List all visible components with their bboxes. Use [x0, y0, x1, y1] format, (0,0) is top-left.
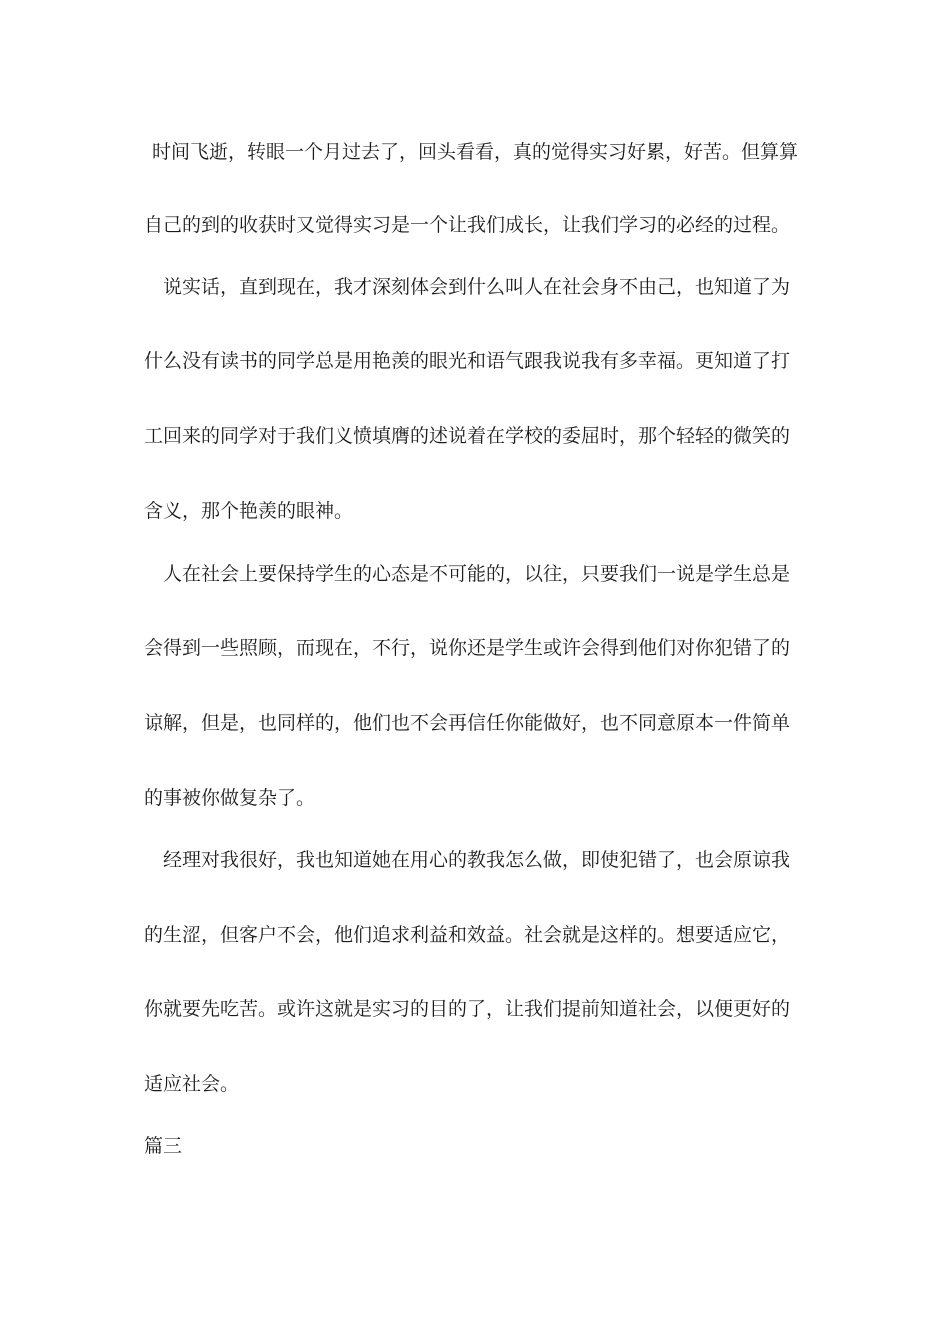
paragraph-4-line-4: 适应社会。	[144, 1073, 240, 1095]
paragraph-3-line-1: 人在社会上要保持学生的心态是不可能的，以往，只要我们一说是学生总是	[163, 563, 791, 585]
paragraph-3-line-3: 谅解，但是，也同样的，他们也不会再信任你能做好，也不同意原本一件简单	[144, 712, 791, 734]
paragraph-2-line-2: 什么没有读书的同学总是用艳羡的眼光和语气跟我说我有多幸福。更知道了打	[144, 350, 791, 372]
paragraph-1-line-2: 自己的到的收获时又觉得实习是一个让我们成长，让我们学习的必经的过程。	[144, 214, 791, 236]
paragraph-2-line-3: 工回来的同学对于我们义愤填膺的述说着在学校的委屈时，那个轻轻的微笑的	[144, 425, 791, 447]
paragraph-3-line-4: 的事被你做复杂了。	[144, 787, 316, 809]
paragraph-3-line-2: 会得到一些照顾，而现在，不行，说你还是学生或许会得到他们对你犯错了的	[144, 637, 791, 659]
paragraph-4-line-1: 经理对我很好，我也知道她在用心的教我怎么做，即使犯错了，也会原谅我	[163, 849, 791, 871]
paragraph-4-line-3: 你就要先吃苦。或许这就是实习的目的了，让我们提前知道社会，以便更好的	[144, 998, 791, 1020]
paragraph-2-line-1: 说实话，直到现在，我才深刻体会到什么叫人在社会身不由己，也知道了为	[163, 276, 791, 298]
section-heading: 篇三	[144, 1135, 183, 1157]
paragraph-2-line-4: 含义，那个艳羡的眼神。	[144, 500, 354, 522]
paragraph-1-line-1: 时间飞逝，转眼一个月过去了，回头看看，真的觉得实习好累，好苦。但算算	[152, 141, 799, 163]
paragraph-4-line-2: 的生涩，但客户不会，他们追求利益和效益。社会就是这样的。想要适应它，	[144, 924, 791, 946]
